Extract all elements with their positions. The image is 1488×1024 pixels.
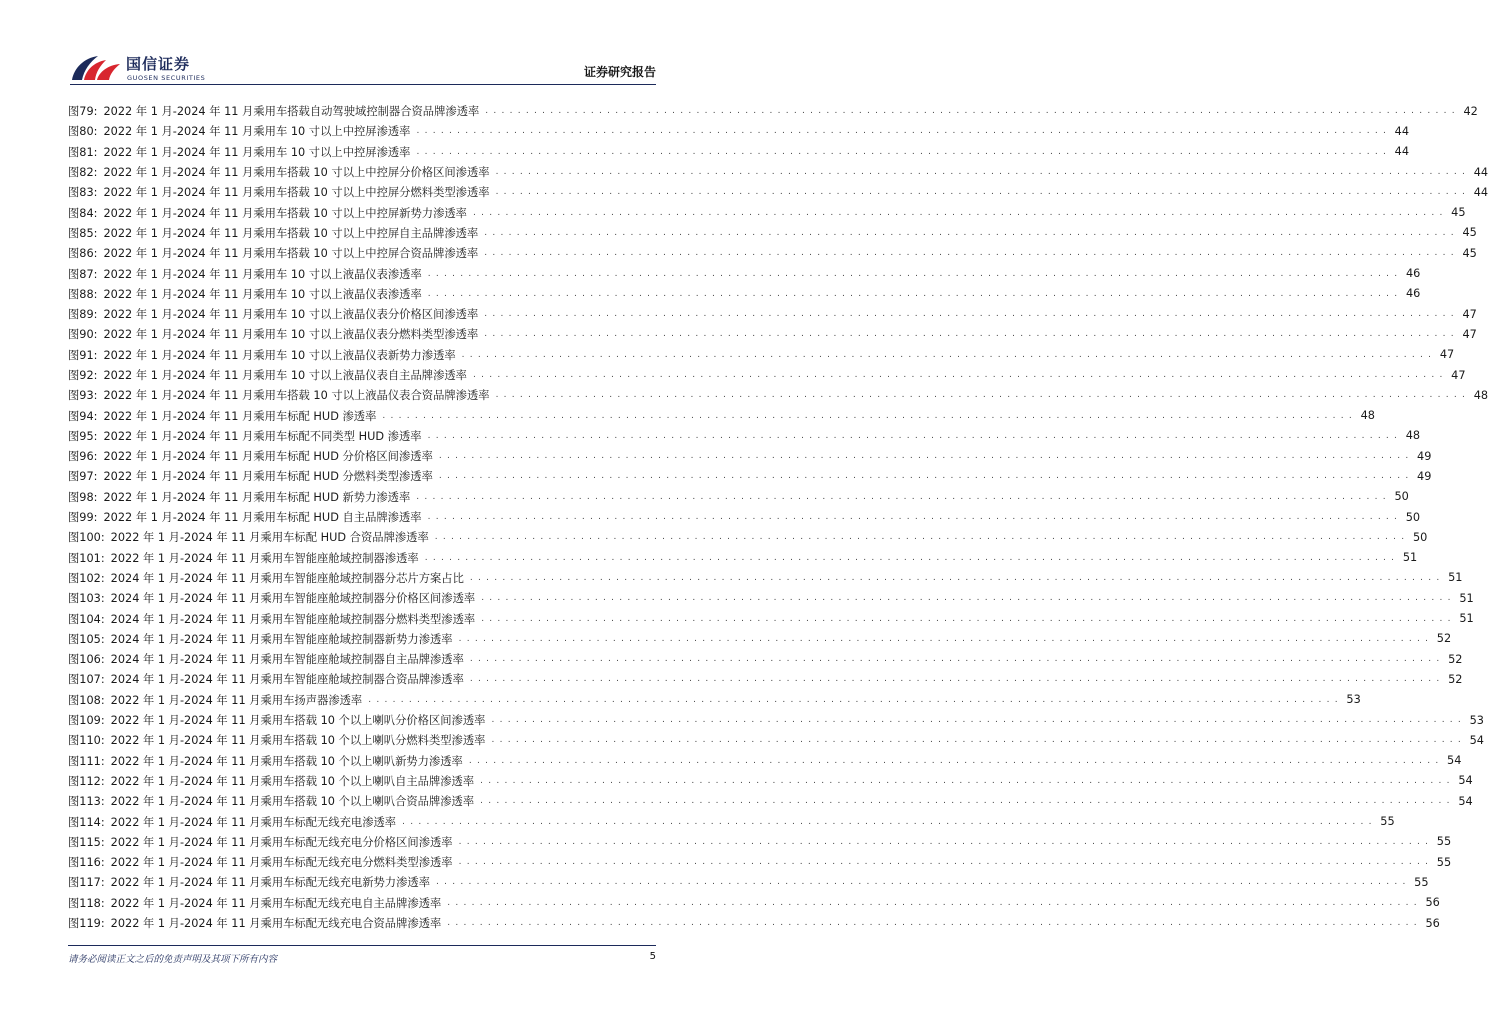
toc-figure-title: 2022 年 1 月-2024 年 11 月乘用车 10 寸以上中控屏渗透率: [103, 145, 411, 159]
toc-dot-leader: . . . . . . . . . . . . . . . . . . . . . . . . . . . . . . . . . . . . . . . . . . . . . . . . . . . . . . . . . . . . . . . . . . . . . . . . . . . . . . . . . . . . . . . . . . . . . . . . . . . . . . . . . . . . . . . . . . . . . . . .: [481, 593, 1452, 604]
toc-entry[interactable]: [68, 243, 1477, 263]
toc-figure-title: 2022 年 1 月-2024 年 11 月乘用车 10 寸以上液晶仪表分价格区间渗透率: [103, 308, 479, 322]
guosen-logo: [70, 50, 230, 86]
toc-figure-number: 图105:: [68, 632, 105, 646]
toc-dot-leader: . . . . . . . . . . . . . . . . . . . . . . . . . . . . . . . . . . . . . . . . . . . . . . . . . . . . . . . . . . . . . . . . . . . . . . . . . . . . . . . . . . . . . . . . . . . . . . . . . . . . . . . . . . . . . . . . . . . . . . . .: [468, 755, 1440, 766]
toc-figure-number: 图103:: [68, 592, 105, 606]
toc-dot-leader: . . . . . . . . . . . . . . . . . . . . . . . . . . . . . . . . . . . . . . . . . . . . . . . . . . . . . . . . . . . . . . . . . . . . . . . . . . . . . . . . . . . . . . . . . . . . . . . . . . . . . . . . . . . . . . . . . . . . . . . .: [469, 674, 1441, 685]
toc-page-number: 50: [1394, 490, 1409, 504]
guosen-logo-icon: [70, 50, 122, 84]
toc-dot-leader: . . . . . . . . . . . . . . . . . . . . . . . . . . . . . . . . . . . . . . . . . . . . . . . . . . . . . . . . . . . . . . . . . . . . . . . . . . . . . . . . . . . . . . . . . . . . . . . . . . . . . . . . . . . . . . . . . . . . . . . .: [436, 877, 1407, 888]
toc-figure-title: 2022 年 1 月-2024 年 11 月乘用车搭载 10 个以上喇叭合资品牌渗透率: [110, 795, 475, 809]
toc-entry[interactable]: [68, 324, 1477, 344]
toc-page-number: 51: [1459, 591, 1474, 605]
toc-dot-leader: . . . . . . . . . . . . . . . . . . . . . . . . . . . . . . . . . . . . . . . . . . . . . . . . . . . . . . . . . . . . . . . . . . . . . . . . . . . . . . . . . . . . . . . . . . . . . . . . . . . . . . . . . . . . . . . . . . . . . . . .: [495, 167, 1467, 178]
toc-figure-number: 图100:: [68, 531, 105, 545]
toc-figure-title: 2022 年 1 月-2024 年 11 月乘用车 10 寸以上液晶仪表自主品牌渗透率: [103, 369, 467, 382]
toc-figure-number: 图110:: [68, 734, 105, 748]
toc-figure-number: 图117:: [68, 876, 105, 890]
toc-page-number: 48: [1360, 409, 1375, 423]
toc-dot-leader: . . . . . . . . . . . . . . . . . . . . . . . . . . . . . . . . . . . . . . . . . . . . . . . . . . . . . . . . . . . . . . . . . . . . . . . . . . . . . . . . . . . . . . . . . . . . . . . . . . . . . . . . . . . . . . . . . . . . . . . .: [480, 775, 1451, 786]
toc-dot-leader: . . . . . . . . . . . . . . . . . . . . . . . . . . . . . . . . . . . . . . . . . . . . . . . . . . . . . . . . . . . . . . . . . . . . . . . . . . . . . . . . . . . . . . . . . . . . . . . . . . . . . . . . . . . . . . . . . . . . . . . .: [434, 532, 1406, 543]
toc-figure-number: 图79:: [68, 105, 98, 119]
toc-figure-number: 图115:: [68, 835, 105, 849]
toc-entry[interactable]: [68, 852, 1452, 872]
toc-figure-title: 2022 年 1 月-2024 年 11 月乘用车标配 HUD 分燃料类型渗透率: [103, 470, 433, 484]
toc-dot-leader: . . . . . . . . . . . . . . . . . . . . . . . . . . . . . . . . . . . . . . . . . . . . . . . . . . . . . . . . . . . . . . . . . . . . . . . . . . . . . . . . . . . . . . . . . . . . . . . . . . . . . . . . . . . . . . . . . . . . . . . .: [427, 288, 1399, 299]
toc-figure-number: 图87:: [68, 267, 98, 281]
toc-page-number: 44: [1394, 124, 1410, 138]
toc-page-number: 50: [1412, 530, 1428, 544]
toc-dot-leader: . . . . . . . . . . . . . . . . . . . . . . . . . . . . . . . . . . . . . . . . . . . . . . . . . . . . . . . . . . . . . . . . . . . . . . . . . . . . . . . . . . . . . . . . . . . . . . . . . . . . . . . . . . . . . . . . . . . . . . . .: [416, 491, 1387, 502]
toc-entry[interactable]: [68, 811, 1395, 831]
toc-dot-leader: . . . . . . . . . . . . . . . . . . . . . . . . . . . . . . . . . . . . . . . . . . . . . . . . . . . . . . . . . . . . . . . . . . . . . . . . . . . . . . . . . . . . . . . . . . . . . . . . . . . . . . . . . . . . . . . . . . . . . . . .: [458, 633, 1430, 644]
toc-figure-title: 2024 年 1 月-2024 年 11 月乘用车智能座舱域控制器分价格区间渗透率: [110, 592, 476, 606]
toc-figure-title: 2022 年 1 月-2024 年 11 月乘用车扬声器渗透率: [110, 693, 363, 707]
toc-figure-title: 2022 年 1 月-2024 年 11 月乘用车标配无线充电自主品牌渗透率: [110, 896, 442, 910]
toc-figure-number: 图98:: [68, 490, 98, 504]
toc-entry[interactable]: [68, 649, 1463, 669]
disclaimer-text: 请务必阅读正文之后的免责声明及其项下所有内容: [68, 954, 278, 965]
toc-figure-number: 图119:: [68, 917, 105, 931]
toc-dot-leader: . . . . . . . . . . . . . . . . . . . . . . . . . . . . . . . . . . . . . . . . . . . . . . . . . . . . . . . . . . . . . . . . . . . . . . . . . . . . . . . . . . . . . . . . . . . . . . . . . . . . . . . . . . . . . . . . . . . . . . . .: [469, 572, 1441, 583]
toc-entry[interactable]: [68, 121, 1410, 141]
toc-page-number: 56: [1425, 916, 1440, 930]
toc-figure-number: 图93:: [68, 389, 98, 403]
toc-figure-number: 图102:: [68, 571, 105, 585]
page-number: 5: [649, 951, 656, 962]
report-type-label: 证券研究报告: [583, 65, 656, 79]
toc-figure-number: 图112:: [68, 774, 105, 788]
toc-figure-number: 图83:: [68, 186, 98, 200]
toc-figure-number: 图92:: [68, 369, 98, 382]
toc-page-number: 52: [1436, 632, 1452, 646]
toc-figure-number: 图96:: [68, 450, 98, 464]
toc-dot-leader: . . . . . . . . . . . . . . . . . . . . . . . . . . . . . . . . . . . . . . . . . . . . . . . . . . . . . . . . . . . . . . . . . . . . . . . . . . . . . . . . . . . . . . . . . . . . . . . . . . . . . . . . . . . . . . . . . . . . . . . .: [438, 471, 1410, 482]
toc-page-number: 44: [1473, 165, 1488, 179]
toc-entry[interactable]: [68, 304, 1477, 324]
toc-dot-leader: . . . . . . . . . . . . . . . . . . . . . . . . . . . . . . . . . . . . . . . . . . . . . . . . . . . . . . . . . . . . . . . . . . . . . . . . . . . . . . . . . . . . . . . . . . . . . . . . . . . . . . . . . . . . . . . . . . . . . . . .: [472, 370, 1444, 380]
toc-dot-leader: . . . . . . . . . . . . . . . . . . . . . . . . . . . . . . . . . . . . . . . . . . . . . . . . . . . . . . . . . . . . . . . . . . . . . . . . . . . . . . . . . . . . . . . . . . . . . . . . . . . . . . . . . . . . . . . . . . . . . . . .: [416, 146, 1388, 157]
toc-figure-title: 2022 年 1 月-2024 年 11 月乘用车搭载 10 个以上喇叭分燃料类型渗透率: [110, 734, 486, 748]
toc-entry[interactable]: [68, 365, 1466, 385]
toc-figure-number: 图118:: [68, 896, 105, 910]
toc-entry[interactable]: [68, 466, 1432, 486]
toc-figure-number: 图104:: [68, 612, 105, 626]
toc-entry[interactable]: [68, 690, 1361, 710]
toc-entry[interactable]: [68, 629, 1452, 649]
toc-dot-leader: . . . . . . . . . . . . . . . . . . . . . . . . . . . . . . . . . . . . . . . . . . . . . . . . . . . . . . . . . . . . . . . . . . . . . . . . . . . . . . . . . . . . . . . . . . . . . . . . . . . . . . . . . . . . . . . . . . . . . . . .: [484, 309, 1455, 320]
toc-figure-title: 2024 年 1 月-2024 年 11 月乘用车智能座舱域控制器分燃料类型渗透率: [110, 612, 476, 626]
toc-figure-title: 2022 年 1 月-2024 年 11 月乘用车标配 HUD 自主品牌渗透率: [103, 511, 422, 525]
toc-page-number: 49: [1417, 469, 1432, 483]
toc-figure-number: 图89:: [68, 308, 98, 322]
toc-entry[interactable]: [68, 710, 1484, 730]
toc-figure-title: 2022 年 1 月-2024 年 11 月乘用车 10 寸以上液晶仪表渗透率: [103, 267, 422, 281]
toc-page-number: 54: [1458, 794, 1473, 808]
toc-entry[interactable]: [68, 751, 1462, 771]
toc-figure-title: 2022 年 1 月-2024 年 11 月乘用车标配不同类型 HUD 渗透率: [103, 429, 422, 443]
toc-figure-number: 图85:: [68, 226, 98, 240]
toc-figure-title: 2022 年 1 月-2024 年 11 月乘用车搭载 10 个以上喇叭新势力渗透率: [110, 754, 463, 768]
toc-entry[interactable]: [68, 405, 1375, 425]
toc-dot-leader: . . . . . . . . . . . . . . . . . . . . . . . . . . . . . . . . . . . . . . . . . . . . . . . . . . . . . . . . . . . . . . . . . . . . . . . . . . . . . . . . . . . . . . . . . . . . . . . . . . . . . . . . . . . . . . . . . . . . . . . .: [491, 715, 1462, 726]
toc-dot-leader: . . . . . . . . . . . . . . . . . . . . . . . . . . . . . . . . . . . . . . . . . . . . . . . . . . . . . . . . . . . . . . . . . . . . . . . . . . . . . . . . . . . . . . . . . . . . . . . . . . . . . . . . . . . . . . . . . . . . . . . .: [424, 552, 1396, 563]
toc-page-number: 46: [1405, 287, 1421, 301]
toc-page-number: 54: [1458, 774, 1473, 788]
toc-figure-number: 图94:: [68, 409, 98, 423]
logo-brand-cn: 国信证券: [126, 55, 191, 73]
toc-figure-title: 2022 年 1 月-2024 年 11 月乘用车 10 寸以上液晶仪表分燃料类型渗透率: [103, 328, 479, 342]
toc-figure-title: 2022 年 1 月-2024 年 11 月乘用车标配无线充电渗透率: [110, 815, 397, 829]
toc-entry[interactable]: [68, 426, 1421, 446]
toc-dot-leader: . . . . . . . . . . . . . . . . . . . . . . . . . . . . . . . . . . . . . . . . . . . . . . . . . . . . . . . . . . . . . . . . . . . . . . . . . . . . . . . . . . . . . . . . . . . . . . . . . . . . . . . . . . . . . . . . . . . . . . . .: [427, 430, 1399, 441]
toc-page-number: 49: [1417, 449, 1432, 463]
toc-figure-number: 图109:: [68, 714, 105, 728]
toc-dot-leader: . . . . . . . . . . . . . . . . . . . . . . . . . . . . . . . . . . . . . . . . . . . . . . . . . . . . . . . . . . . . . . . . . . . . . . . . . . . . . . . . . . . . . . . . . . . . . . . . . . . . . . . . . . . . . . . . . . . . . . . .: [481, 613, 1452, 624]
figure-table-of-contents: [68, 101, 1488, 933]
footer-divider: [68, 945, 656, 946]
toc-figure-number: 图99:: [68, 511, 98, 525]
toc-figure-number: 图111:: [68, 754, 105, 768]
toc-figure-title: 2022 年 1 月-2024 年 11 月乘用车标配无线充电新势力渗透率: [110, 876, 430, 890]
toc-page-number: 52: [1448, 652, 1463, 666]
toc-page-number: 44: [1394, 145, 1410, 159]
toc-entry[interactable]: [68, 223, 1477, 243]
toc-entry[interactable]: [68, 446, 1432, 466]
toc-figure-number: 图81:: [68, 145, 98, 159]
toc-dot-leader: . . . . . . . . . . . . . . . . . . . . . . . . . . . . . . . . . . . . . . . . . . . . . . . . . . . . . . . . . . . . . . . . . . . . . . . . . . . . . . . . . . . . . . . . . . . . . . . . . . . . . . . . . . . . . . . . . . . . . . . .: [484, 227, 1455, 238]
toc-figure-title: 2024 年 1 月-2024 年 11 月乘用车智能座舱域控制器自主品牌渗透率: [110, 653, 464, 667]
toc-dot-leader: . . . . . . . . . . . . . . . . . . . . . . . . . . . . . . . . . . . . . . . . . . . . . . . . . . . . . . . . . . . . . . . . . . . . . . . . . . . . . . . . . . . . . . . . . . . . . . . . . . . . . . . . . . . . . . . . . . . . . . . .: [458, 857, 1430, 868]
toc-dot-leader: . . . . . . . . . . . . . . . . . . . . . . . . . . . . . . . . . . . . . . . . . . . . . . . . . . . . . . . . . . . . . . . . . . . . . . . . . . . . . . . . . . . . . . . . . . . . . . . . . . . . . . . . . . . . . . . . . . . . . . . .: [447, 897, 1418, 908]
logo-brand-en: GUOSEN SECURITIES: [127, 74, 206, 82]
toc-figure-title: 2022 年 1 月-2024 年 11 月乘用车标配 HUD 新势力渗透率: [103, 490, 411, 504]
toc-figure-number: 图113:: [68, 795, 105, 809]
toc-page-number: 44: [1473, 185, 1488, 199]
page-header: [0, 0, 724, 90]
toc-dot-leader: . . . . . . . . . . . . . . . . . . . . . . . . . . . . . . . . . . . . . . . . . . . . . . . . . . . . . . . . . . . . . . . . . . . . . . . . . . . . . . . . . . . . . . . . . . . . . . . . . . . . . . . . . . . . . . . . . . . . . . . .: [382, 410, 1353, 421]
toc-figure-number: 图116:: [68, 856, 105, 870]
toc-page-number: 53: [1346, 693, 1361, 707]
toc-page-number: 51: [1448, 571, 1463, 585]
toc-entry[interactable]: [68, 568, 1463, 588]
toc-entry[interactable]: [68, 487, 1409, 507]
toc-entry[interactable]: [68, 893, 1440, 913]
toc-page-number: 55: [1414, 875, 1429, 889]
toc-page-number: 47: [1439, 348, 1455, 362]
toc-figure-title: 2022 年 1 月-2024 年 11 月乘用车搭载 10 寸以上中控屏分燃料类型渗透率: [103, 186, 490, 200]
toc-entry[interactable]: [68, 669, 1463, 689]
toc-figure-number: 图91:: [68, 348, 98, 362]
toc-page-number: 52: [1448, 672, 1463, 686]
toc-figure-number: 图107:: [68, 673, 105, 687]
toc-page-number: 47: [1462, 307, 1477, 321]
toc-page-number: 48: [1473, 388, 1488, 402]
toc-page-number: 42: [1463, 104, 1478, 118]
toc-page-number: 56: [1425, 896, 1440, 910]
toc-page-number: 55: [1380, 815, 1395, 829]
toc-dot-leader: . . . . . . . . . . . . . . . . . . . . . . . . . . . . . . . . . . . . . . . . . . . . . . . . . . . . . . . . . . . . . . . . . . . . . . . . . . . . . . . . . . . . . . . . . . . . . . . . . . . . . . . . . . . . . . . . . . . . . . . .: [484, 329, 1455, 340]
toc-figure-title: 2024 年 1 月-2024 年 11 月乘用车智能座舱域控制器新势力渗透率: [110, 632, 453, 646]
toc-page-number: 48: [1405, 429, 1421, 443]
toc-figure-number: 图80:: [68, 125, 98, 139]
toc-dot-leader: . . . . . . . . . . . . . . . . . . . . . . . . . . . . . . . . . . . . . . . . . . . . . . . . . . . . . . . . . . . . . . . . . . . . . . . . . . . . . . . . . . . . . . . . . . . . . . . . . . . . . . . . . . . . . . . . . . . . . . . .: [469, 654, 1441, 665]
toc-figure-number: 图101:: [68, 551, 105, 565]
toc-dot-leader: . . . . . . . . . . . . . . . . . . . . . . . . . . . . . . . . . . . . . . . . . . . . . . . . . . . . . . . . . . . . . . . . . . . . . . . . . . . . . . . . . . . . . . . . . . . . . . . . . . . . . . . . . . . . . . . . . . . . . . . .: [472, 207, 1444, 218]
toc-figure-title: 2022 年 1 月-2024 年 11 月乘用车标配无线充电合资品牌渗透率: [110, 917, 442, 931]
toc-figure-title: 2022 年 1 月-2024 年 11 月乘用车搭载 10 寸以上中控屏新势力渗透率: [103, 206, 467, 220]
toc-figure-title: 2022 年 1 月-2024 年 11 月乘用车智能座舱域控制器渗透率: [110, 551, 419, 565]
toc-figure-number: 图88:: [68, 287, 98, 301]
toc-dot-leader: . . . . . . . . . . . . . . . . . . . . . . . . . . . . . . . . . . . . . . . . . . . . . . . . . . . . . . . . . . . . . . . . . . . . . . . . . . . . . . . . . . . . . . . . . . . . . . . . . . . . . . . . . . . . . . . . . . . . . . . .: [485, 106, 1456, 117]
toc-entry[interactable]: [68, 507, 1421, 527]
toc-page-number: 45: [1462, 226, 1477, 240]
toc-figure-number: 图86:: [68, 247, 98, 261]
toc-entry[interactable]: [68, 162, 1488, 182]
toc-figure-title: 2022 年 1 月-2024 年 11 月乘用车搭载 10 寸以上中控屏合资品牌渗透率: [103, 247, 479, 261]
toc-entry[interactable]: [68, 548, 1418, 568]
toc-figure-number: 图114:: [68, 815, 105, 829]
toc-page-number: 51: [1459, 612, 1474, 626]
toc-page-number: 51: [1402, 551, 1418, 565]
toc-entry[interactable]: [68, 345, 1455, 365]
toc-dot-leader: . . . . . . . . . . . . . . . . . . . . . . . . . . . . . . . . . . . . . . . . . . . . . . . . . . . . . . . . . . . . . . . . . . . . . . . . . . . . . . . . . . . . . . . . . . . . . . . . . . . . . . . . . . . . . . . . . . . . . . . .: [368, 694, 1339, 705]
toc-figure-number: 图106:: [68, 653, 105, 667]
toc-entry[interactable]: [68, 588, 1474, 608]
toc-figure-title: 2022 年 1 月-2024 年 11 月乘用车标配无线充电分燃料类型渗透率: [110, 856, 453, 870]
toc-figure-title: 2022 年 1 月-2024 年 11 月乘用车标配 HUD 渗透率: [103, 409, 377, 423]
toc-figure-title: 2022 年 1 月-2024 年 11 月乘用车搭载 10 个以上喇叭自主品牌渗透率: [110, 774, 475, 788]
toc-entry[interactable]: [68, 182, 1488, 202]
toc-figure-title: 2022 年 1 月-2024 年 11 月乘用车搭载 10 寸以上中控屏自主品牌渗透率: [103, 226, 479, 240]
toc-page-number: 45: [1451, 206, 1466, 220]
toc-entry[interactable]: [68, 142, 1410, 162]
toc-dot-leader: . . . . . . . . . . . . . . . . . . . . . . . . . . . . . . . . . . . . . . . . . . . . . . . . . . . . . . . . . . . . . . . . . . . . . . . . . . . . . . . . . . . . . . . . . . . . . . . . . . . . . . . . . . . . . . . . . . . . . . . .: [438, 451, 1410, 462]
toc-dot-leader: . . . . . . . . . . . . . . . . . . . . . . . . . . . . . . . . . . . . . . . . . . . . . . . . . . . . . . . . . . . . . . . . . . . . . . . . . . . . . . . . . . . . . . . . . . . . . . . . . . . . . . . . . . . . . . . . . . . . . . . .: [427, 512, 1399, 523]
toc-page-number: 47: [1462, 327, 1477, 341]
toc-figure-number: 图108:: [68, 693, 105, 707]
toc-page-number: 54: [1469, 733, 1484, 747]
toc-entry[interactable]: [68, 385, 1488, 405]
toc-page-number: 50: [1405, 510, 1421, 524]
toc-figure-title: 2022 年 1 月-2024 年 11 月乘用车搭载 10 个以上喇叭分价格区间渗透率: [110, 714, 486, 728]
toc-figure-title: 2022 年 1 月-2024 年 11 月乘用车 10 寸以上液晶仪表渗透率: [103, 287, 422, 301]
toc-figure-title: 2022 年 1 月-2024 年 11 月乘用车 10 寸以上液晶仪表新势力渗透率: [103, 348, 456, 362]
toc-entry[interactable]: [68, 730, 1484, 750]
toc-figure-title: 2022 年 1 月-2024 年 11 月乘用车标配 HUD 分价格区间渗透率: [103, 450, 433, 464]
toc-page-number: 55: [1436, 855, 1452, 869]
toc-figure-title: 2024 年 1 月-2024 年 11 月乘用车智能座舱域控制器分芯片方案占比: [110, 571, 464, 585]
toc-entry[interactable]: [68, 913, 1440, 933]
toc-entry[interactable]: [68, 771, 1473, 791]
toc-figure-title: 2022 年 1 月-2024 年 11 月乘用车 10 寸以上中控屏渗透率: [103, 125, 411, 139]
toc-figure-title: 2022 年 1 月-2024 年 11 月乘用车标配 HUD 合资品牌渗透率: [110, 531, 429, 545]
toc-page-number: 47: [1451, 368, 1466, 382]
toc-entry[interactable]: [68, 872, 1429, 892]
toc-dot-leader: . . . . . . . . . . . . . . . . . . . . . . . . . . . . . . . . . . . . . . . . . . . . . . . . . . . . . . . . . . . . . . . . . . . . . . . . . . . . . . . . . . . . . . . . . . . . . . . . . . . . . . . . . . . . . . . . . . . . . . . .: [495, 390, 1467, 401]
toc-entry[interactable]: [68, 284, 1421, 304]
toc-page-number: 46: [1405, 267, 1421, 281]
toc-figure-number: 图82:: [68, 166, 98, 180]
toc-entry[interactable]: [68, 101, 1478, 121]
toc-dot-leader: . . . . . . . . . . . . . . . . . . . . . . . . . . . . . . . . . . . . . . . . . . . . . . . . . . . . . . . . . . . . . . . . . . . . . . . . . . . . . . . . . . . . . . . . . . . . . . . . . . . . . . . . . . . . . . . . . . . . . . . .: [447, 918, 1418, 929]
toc-dot-leader: . . . . . . . . . . . . . . . . . . . . . . . . . . . . . . . . . . . . . . . . . . . . . . . . . . . . . . . . . . . . . . . . . . . . . . . . . . . . . . . . . . . . . . . . . . . . . . . . . . . . . . . . . . . . . . . . . . . . . . . .: [461, 349, 1433, 360]
toc-dot-leader: . . . . . . . . . . . . . . . . . . . . . . . . . . . . . . . . . . . . . . . . . . . . . . . . . . . . . . . . . . . . . . . . . . . . . . . . . . . . . . . . . . . . . . . . . . . . . . . . . . . . . . . . . . . . . . . . . . . . . . . .: [458, 836, 1430, 847]
toc-dot-leader: . . . . . . . . . . . . . . . . . . . . . . . . . . . . . . . . . . . . . . . . . . . . . . . . . . . . . . . . . . . . . . . . . . . . . . . . . . . . . . . . . . . . . . . . . . . . . . . . . . . . . . . . . . . . . . . . . . . . . . . .: [416, 126, 1388, 137]
toc-figure-title: 2022 年 1 月-2024 年 11 月乘用车标配无线充电分价格区间渗透率: [110, 835, 453, 849]
toc-dot-leader: . . . . . . . . . . . . . . . . . . . . . . . . . . . . . . . . . . . . . . . . . . . . . . . . . . . . . . . . . . . . . . . . . . . . . . . . . . . . . . . . . . . . . . . . . . . . . . . . . . . . . . . . . . . . . . . . . . . . . . . .: [491, 735, 1462, 746]
toc-dot-leader: . . . . . . . . . . . . . . . . . . . . . . . . . . . . . . . . . . . . . . . . . . . . . . . . . . . . . . . . . . . . . . . . . . . . . . . . . . . . . . . . . . . . . . . . . . . . . . . . . . . . . . . . . . . . . . . . . . . . . . . .: [402, 816, 1373, 827]
toc-figure-title: 2022 年 1 月-2024 年 11 月乘用车搭载自动驾驶域控制器合资品牌渗透率: [103, 105, 480, 119]
toc-figure-title: 2024 年 1 月-2024 年 11 月乘用车智能座舱域控制器合资品牌渗透率: [110, 673, 464, 687]
toc-page-number: 45: [1462, 246, 1477, 260]
toc-dot-leader: . . . . . . . . . . . . . . . . . . . . . . . . . . . . . . . . . . . . . . . . . . . . . . . . . . . . . . . . . . . . . . . . . . . . . . . . . . . . . . . . . . . . . . . . . . . . . . . . . . . . . . . . . . . . . . . . . . . . . . . .: [480, 796, 1451, 807]
toc-figure-number: 图84:: [68, 206, 98, 220]
toc-figure-number: 图95:: [68, 429, 98, 443]
toc-figure-title: 2022 年 1 月-2024 年 11 月乘用车搭载 10 寸以上中控屏分价格区间渗透率: [103, 166, 490, 180]
header-divider: [70, 84, 656, 85]
toc-entry[interactable]: [68, 832, 1452, 852]
toc-page-number: 55: [1436, 835, 1452, 849]
toc-entry[interactable]: [68, 608, 1474, 628]
toc-dot-leader: . . . . . . . . . . . . . . . . . . . . . . . . . . . . . . . . . . . . . . . . . . . . . . . . . . . . . . . . . . . . . . . . . . . . . . . . . . . . . . . . . . . . . . . . . . . . . . . . . . . . . . . . . . . . . . . . . . . . . . . .: [484, 248, 1455, 259]
toc-figure-title: 2022 年 1 月-2024 年 11 月乘用车搭载 10 寸以上液晶仪表合资品牌渗透率: [103, 389, 490, 403]
toc-page-number: 54: [1447, 754, 1462, 768]
toc-figure-number: 图90:: [68, 328, 98, 342]
toc-entry[interactable]: [68, 527, 1428, 547]
toc-entry[interactable]: [68, 791, 1473, 811]
toc-page-number: 53: [1469, 713, 1484, 727]
toc-dot-leader: . . . . . . . . . . . . . . . . . . . . . . . . . . . . . . . . . . . . . . . . . . . . . . . . . . . . . . . . . . . . . . . . . . . . . . . . . . . . . . . . . . . . . . . . . . . . . . . . . . . . . . . . . . . . . . . . . . . . . . . .: [427, 268, 1399, 279]
toc-entry[interactable]: [68, 202, 1466, 222]
toc-figure-number: 图97:: [68, 470, 98, 484]
toc-entry[interactable]: [68, 263, 1421, 283]
toc-dot-leader: . . . . . . . . . . . . . . . . . . . . . . . . . . . . . . . . . . . . . . . . . . . . . . . . . . . . . . . . . . . . . . . . . . . . . . . . . . . . . . . . . . . . . . . . . . . . . . . . . . . . . . . . . . . . . . . . . . . . . . . .: [495, 187, 1467, 198]
